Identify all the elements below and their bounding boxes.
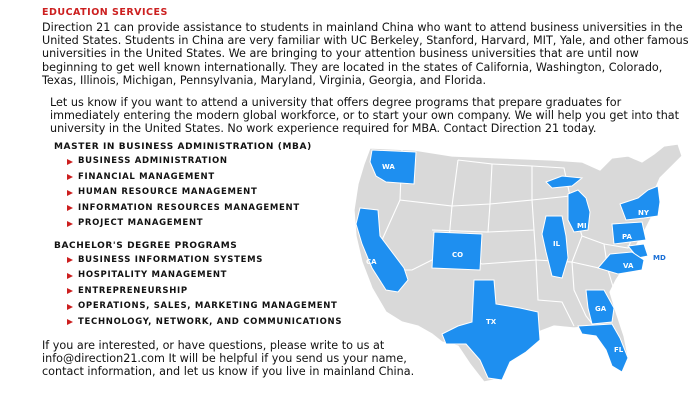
state-label-ca: CA [366,258,377,266]
state-label-tx: TX [486,318,497,326]
arrow-bullet-icon [67,304,73,310]
contact-paragraph: If you are interested, or have questions, please write to us at info@direction21.com It will be helpful if you send us your name, contact information, and let us know if you live in mainland China. [42,339,415,379]
state-label-wa: WA [382,163,395,171]
list-item [67,216,342,232]
list-item-label: OPERATIONS, SALES, MARKETING MANAGEMENT [78,301,338,311]
arrow-bullet-icon [67,319,73,325]
list-item [67,315,342,331]
intro-paragraph: Direction 21 can provide assistance to students in mainland China who want to attend business universities in the United States. Students in China are very familiar with UC Berkeley, Stanford, Harvard, MIT, Yale, and other famous universities in the United States. We are bringing to your attention business universities that are until now beginning to get well known internationally. They are located in the states of California, Washington, Colorado, Texas, Illinois, Michigan, Pennsylvania, Maryland, Virginia, Georgia, and Florida. [42,21,689,87]
state-label-il: IL [553,240,561,248]
state-label-ny: NY [638,209,649,217]
program-list [54,253,342,331]
list-item-label: HOSPITALITY MANAGEMENT [78,270,228,280]
list-item [67,154,342,170]
state-label-va: VA [623,262,634,270]
list-item [67,170,342,186]
us-map [342,140,692,390]
list-item [67,299,342,315]
list-item [67,185,342,201]
program-group-mba [54,142,342,232]
arrow-bullet-icon [67,190,73,196]
state-label-md: MD [653,254,666,262]
program-group-bachelor [54,241,342,331]
arrow-bullet-icon [67,257,73,263]
list-item-label: BUSINESS ADMINISTRATION [78,156,228,166]
list-item-label: BUSINESS INFORMATION SYSTEMS [78,254,264,265]
arrow-bullet-icon [67,273,73,279]
state-label-fl: FL [614,346,624,354]
list-item [67,268,342,284]
arrow-bullet-icon [67,159,73,165]
arrow-bullet-icon [67,205,73,211]
program-group-title: BACHELOR'S DEGREE PROGRAMS [54,240,238,251]
list-item-label: HUMAN RESOURCE MANAGEMENT [78,187,258,197]
arrow-bullet-icon [67,288,73,294]
arrow-bullet-icon [67,174,73,180]
state-label-co: CO [452,251,464,259]
programs-section [54,142,342,330]
list-item-label: ENTREPRENEURSHIP [78,285,188,296]
call-to-action-paragraph: Let us know if you want to attend a university that offers degree programs that prepare graduates for immediately entering the modern global workforce, or to start your own company. We will help you get into that university in the United States. No work experience required for MBA. Contact Direction 21 today. [50,96,680,136]
list-item-label: FINANCIAL MANAGEMENT [78,171,215,182]
list-item-label: INFORMATION RESOURCES MANAGEMENT [78,202,300,213]
arrow-bullet-icon [67,221,73,227]
state-label-pa: PA [622,233,632,241]
list-item-label: PROJECT MANAGEMENT [78,218,204,228]
list-item [67,253,342,269]
list-item-label: TECHNOLOGY, NETWORK, AND COMMUNICATIONS [78,316,343,327]
program-group-title: MASTER IN BUSINESS ADMINISTRATION (MBA) [54,142,312,152]
list-item [67,201,342,217]
state-label-ga: GA [595,305,607,313]
section-title: EDUCATION SERVICES [42,7,168,18]
state-label-mi: MI [577,222,587,230]
program-list [54,154,342,232]
list-item [67,284,342,300]
